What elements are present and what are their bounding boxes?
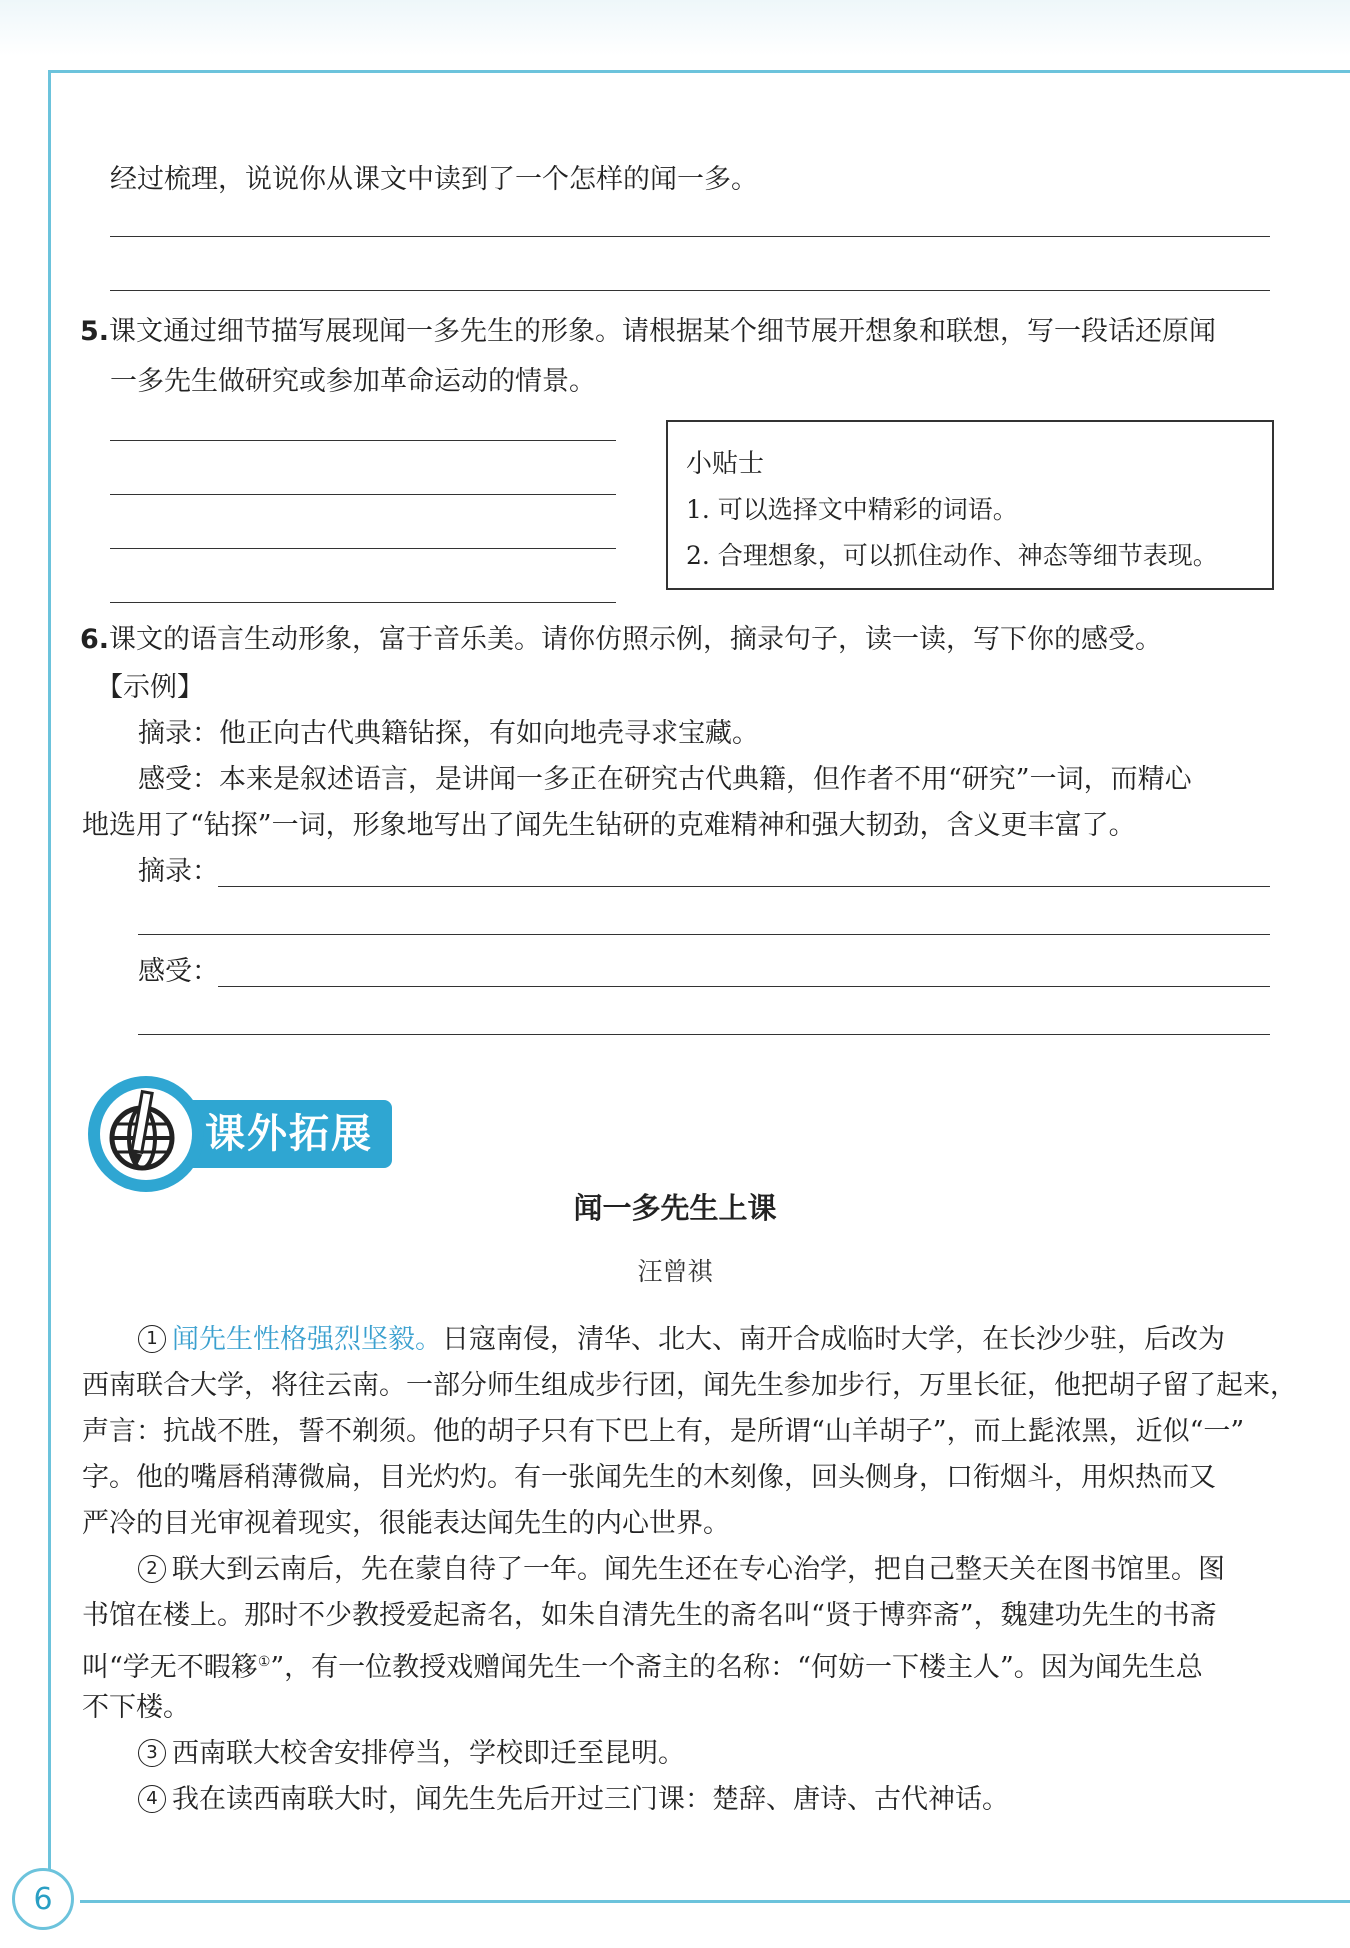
- excerpt-label: 摘录：: [138, 856, 219, 887]
- p1-highlight: 闻先生性格强烈坚毅。: [172, 1324, 442, 1355]
- p2-line3-a: 叫“学无不暇簃: [82, 1652, 258, 1683]
- excerpt-answer-line-2[interactable]: [138, 934, 1270, 935]
- q5-text-line1: 课文通过细节描写展现闻一多先生的形象。请根据某个细节展开想象和联想，写一段话还原闻: [109, 316, 1217, 347]
- p3-text: 西南联大校舍安排停当，学校即迁至昆明。: [172, 1738, 685, 1769]
- p1-marker: 1: [138, 1325, 166, 1353]
- q6-text: 课文的语言生动形象，富于音乐美。请你仿照示例，摘录句子，读一读，写下你的感受。: [109, 624, 1163, 655]
- q6-number: 6.: [80, 624, 110, 655]
- example-label: 【示例】: [96, 672, 204, 703]
- q4-prompt: 经过梳理，说说你从课文中读到了一个怎样的闻一多。: [110, 164, 758, 195]
- tips-title: 小贴士: [686, 449, 765, 479]
- q6-line: [80, 620, 1162, 660]
- p2-marker: 2: [138, 1555, 166, 1583]
- feeling-answer-line-2[interactable]: [138, 1034, 1270, 1035]
- q5-answer-line-2[interactable]: [110, 494, 616, 495]
- frame-bottom-border: [80, 1900, 1350, 1903]
- p2-line3-b: ”，有一位教授戏赠闻先生一个斋主的名称：“何妨一下楼主人”。因为闻先生总: [270, 1652, 1203, 1683]
- p2-line1: [138, 1550, 1225, 1590]
- article-title: 闻一多先生上课: [573, 1191, 777, 1225]
- example-feeling-line1: 感受：本来是叙述语言，是讲闻一多正在研究古代典籍，但作者不用“研究”一词，而精心: [138, 764, 1192, 795]
- section-title: 课外拓展: [205, 1111, 373, 1157]
- p4-marker: 4: [138, 1785, 166, 1813]
- p4-text: 我在读西南联大时，闻先生先后开过三门课：楚辞、唐诗、古代神话。: [172, 1784, 1009, 1815]
- tips-item-1: 1. 可以选择文中精彩的词语。: [686, 495, 1018, 524]
- p1-line1-rest: 日寇南侵，清华、北大、南开合成临时大学，在长沙少驻，后改为: [442, 1324, 1225, 1355]
- page-number: 6: [12, 1868, 74, 1930]
- p2-line3: [82, 1642, 1203, 1688]
- feeling-answer-line-1[interactable]: [218, 986, 1270, 987]
- p1-line5: 严冷的目光审视着现实，很能表达闻先生的内心世界。: [82, 1508, 730, 1539]
- example-feeling-line2: 地选用了“钻探”一词，形象地写出了闻先生钻研的克难精神和强大韧劲，含义更丰富了。: [82, 810, 1136, 841]
- feeling-label: 感受：: [138, 956, 219, 987]
- p2-line4: 不下楼。: [82, 1692, 190, 1723]
- p3-line: [138, 1734, 685, 1774]
- p1-line3: 声言：抗战不胜，誓不剃须。他的胡子只有下巴上有，是所谓“山羊胡子”，而上髭浓黑，近似“一”: [82, 1416, 1245, 1447]
- q5-number: 5.: [80, 316, 110, 347]
- frame-top-border: [48, 70, 1350, 73]
- q5-text-line2: 一多先生做研究或参加革命运动的情景。: [110, 366, 596, 397]
- top-band: [0, 0, 1350, 56]
- tips-item-2: 2. 合理想象，可以抓住动作、神态等细节表现。: [686, 541, 1218, 570]
- p1-line4: 字。他的嘴唇稍薄微扁，目光灼灼。有一张闻先生的木刻像，回头侧身，口衔烟斗，用炽热而又: [82, 1462, 1216, 1493]
- p2-line1-text: 联大到云南后，先在蒙自待了一年。闻先生还在专心治学，把自己整天关在图书馆里。图: [172, 1554, 1225, 1585]
- q5-line1: [80, 312, 1216, 352]
- p1-line2: 西南联合大学，将往云南。一部分师生组成步行团，闻先生参加步行，万里长征，他把胡子留了起来，: [82, 1370, 1297, 1401]
- q5-answer-line-3[interactable]: [110, 548, 616, 549]
- footnote-marker: ①: [257, 1654, 271, 1670]
- p4-line: [138, 1780, 1009, 1820]
- q5-answer-line-1[interactable]: [110, 440, 616, 441]
- example-excerpt: 摘录：他正向古代典籍钻探，有如向地壳寻求宝藏。: [138, 718, 759, 749]
- globe-pen-icon: [84, 1072, 208, 1196]
- p3-marker: 3: [138, 1739, 166, 1767]
- frame-left-border: [48, 70, 51, 1872]
- p1-line1: [138, 1320, 1225, 1360]
- excerpt-answer-line-1[interactable]: [218, 886, 1270, 887]
- q5-answer-line-4[interactable]: [110, 602, 616, 603]
- q4-answer-line-2[interactable]: [110, 290, 1270, 291]
- q4-answer-line-1[interactable]: [110, 236, 1270, 237]
- article-author: 汪曾祺: [637, 1257, 713, 1286]
- p2-line2: 书馆在楼上。那时不少教授爱起斋名，如朱自清先生的斋名叫“贤于博弈斋”，魏建功先生的书斋: [82, 1600, 1217, 1631]
